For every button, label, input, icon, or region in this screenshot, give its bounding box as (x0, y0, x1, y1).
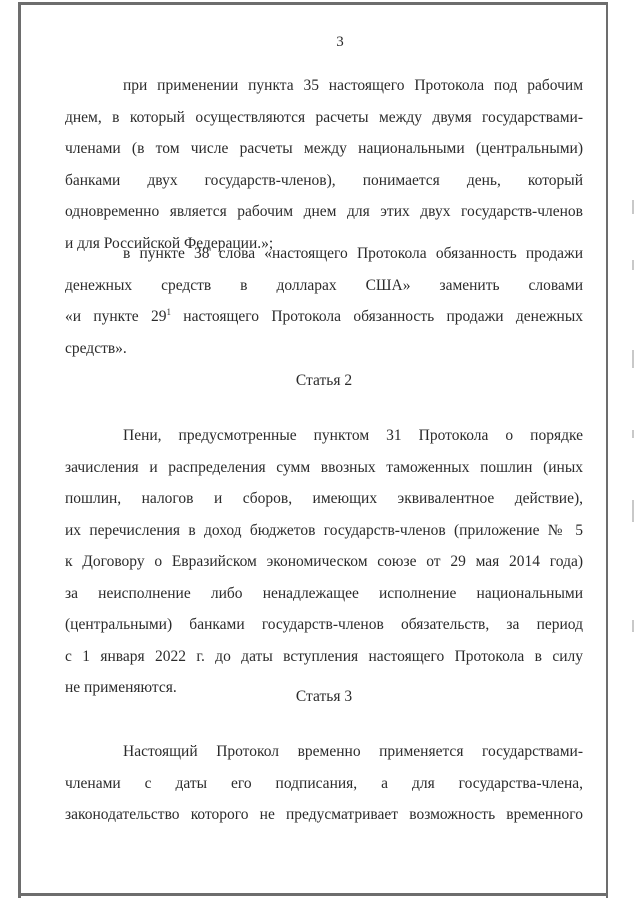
article-2-heading: Статья 2 (295, 372, 353, 389)
text-line: днем, в который осуществляются расчеты между двумя государствами- (65, 108, 583, 126)
page-number: 3 (336, 34, 344, 50)
text-line: пошлин, налогов и сборов, имеющих эквивалентное действие), (65, 490, 583, 507)
text-line: при применении пункта 35 настоящего Протокола под рабочим (123, 77, 583, 94)
text-fragment: настоящего Протокола обязанность продажи денежных (170, 308, 583, 325)
text-fragment: «и пункте 29 (65, 308, 167, 325)
text-line: одновременно является рабочим днем для этих двух государств-членов (65, 203, 583, 220)
text-line: Пени, предусмотренные пунктом 31 Протокола о порядке (123, 427, 583, 444)
text-line: за неисполнение либо ненадлежащее исполнение национальными (65, 584, 583, 602)
paragraph-2 (65, 238, 583, 364)
text-line: зачисления и распределения сумм ввозных таможенных пошлин (иных (65, 458, 583, 476)
text-line: с 1 января 2022 г. до даты вступления настоящего Протокола в силу (65, 647, 583, 665)
text-line: к Договору о Евразийском экономическом союзе от 29 мая 2014 года) (65, 553, 583, 570)
text-line: средств». (65, 339, 127, 357)
article-3-heading: Статья 3 (295, 688, 353, 705)
text-line: денежных средств в долларах США» заменить словами (65, 276, 583, 294)
page-frame-bottom (18, 893, 608, 896)
text-line: Настоящий Протокол временно применяется государствами- (123, 743, 583, 760)
text-line: членами (в том числе расчеты между национальными (центральными) (65, 140, 583, 157)
text-line: законодательство которого не предусматривает возможность временного (65, 806, 583, 823)
text-line: членами с даты его подписания, а для государства-члена, (65, 774, 583, 792)
superscript: 1 (166, 306, 171, 317)
paragraph-1 (65, 70, 583, 259)
page-frame-top (18, 2, 608, 5)
text-line: банками двух государств-членов), понимается день, который (65, 171, 583, 189)
paragraph-3 (65, 420, 583, 704)
scan-edge-marks (632, 200, 638, 720)
text-line: и для Российской Федерации.»; (65, 234, 274, 252)
text-line: (центральными) банками государств-членов обязательств, за период (65, 616, 583, 633)
paragraph-4 (65, 736, 583, 831)
text-line: в пункте 38 слова «настоящего Протокола обязанность продажи (123, 245, 583, 262)
text-line-with-superscript (65, 301, 583, 333)
text-line: не применяются. (65, 679, 177, 696)
text-line: их перечисления в доход бюджетов государств-членов (приложение № 5 (65, 521, 583, 539)
